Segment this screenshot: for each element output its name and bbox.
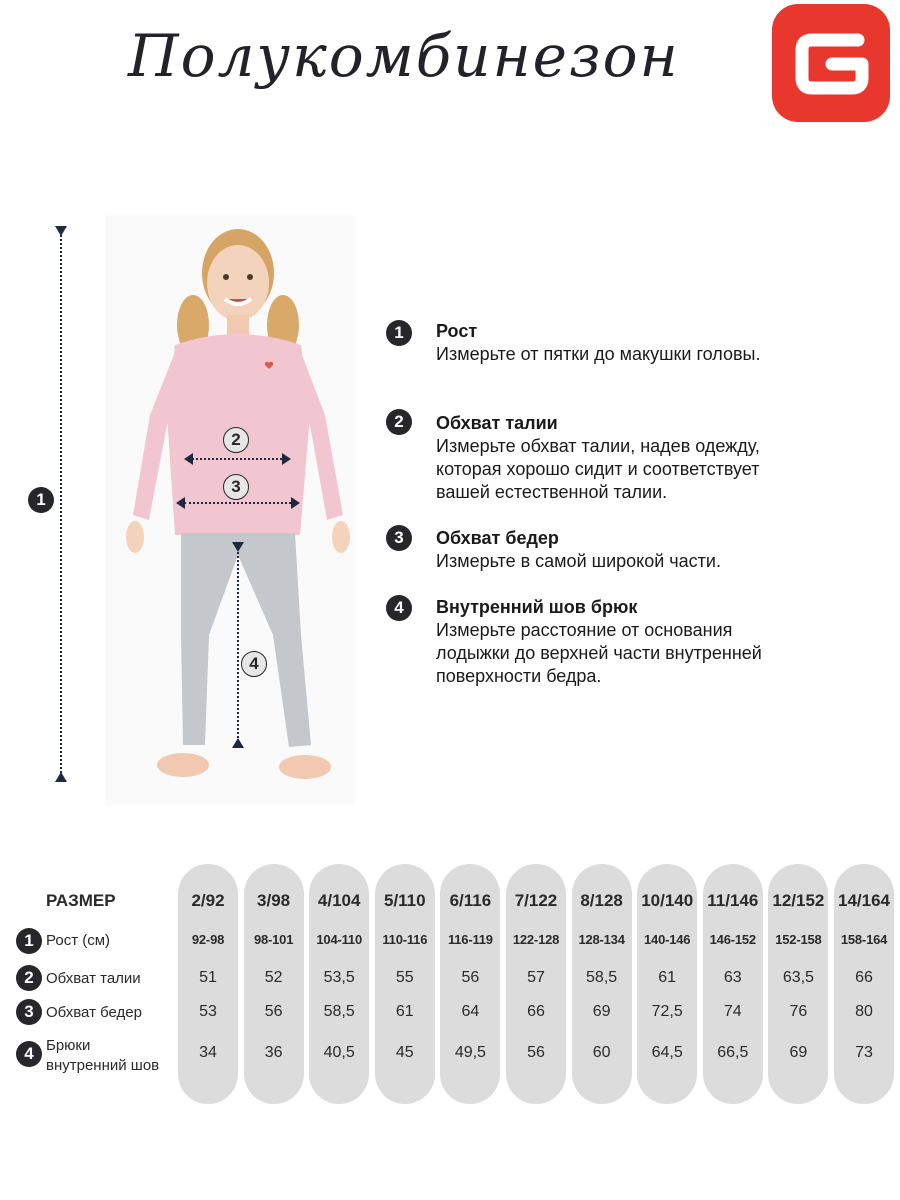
instruction-waist xyxy=(436,412,856,504)
cell-hips: 80 xyxy=(855,1003,873,1020)
cell-size: 10/140 xyxy=(641,891,694,910)
cell-height: 92-98 xyxy=(191,932,225,947)
cell-height: 98-101 xyxy=(253,932,294,947)
cell-height: 128-134 xyxy=(578,932,625,947)
cell-size: 12/152 xyxy=(772,891,825,910)
instruction-heading: Рост xyxy=(436,321,478,341)
waist-badge: 2 xyxy=(223,427,249,453)
cell-hips: 53 xyxy=(199,1003,217,1020)
row-2-badge: 2 xyxy=(16,965,42,991)
waist-line xyxy=(192,458,282,460)
instruction-text: лодыжки до верхней части внутренней xyxy=(436,643,762,663)
cell-hips: 74 xyxy=(723,1003,742,1020)
instruction-height xyxy=(436,320,856,366)
instruction-text: Измерьте обхват талии, надев одежду, xyxy=(436,436,760,456)
row-label-height: Рост (см) xyxy=(46,932,111,949)
cell-size: 7/122 xyxy=(514,891,558,910)
table-header-label: РАЗМЕР xyxy=(46,891,116,910)
child-figure xyxy=(105,215,355,805)
instruction-text: которая хорошо сидит и соответствует xyxy=(436,459,760,479)
inseam-arrow-bottom xyxy=(232,738,244,748)
waist-arrow-right xyxy=(282,453,291,465)
cell-height: 152-158 xyxy=(775,932,822,947)
cell-inseam: 40,5 xyxy=(323,1044,355,1061)
cell-hips: 72,5 xyxy=(651,1003,683,1020)
row-3-badge: 3 xyxy=(16,999,42,1025)
cell-size: 11/146 xyxy=(707,891,759,910)
instruction-1-badge: 1 xyxy=(386,320,412,346)
cell-height: 116-119 xyxy=(447,932,493,947)
cell-waist: 57 xyxy=(527,969,545,986)
cell-height: 158-164 xyxy=(840,932,888,947)
cell-waist: 51 xyxy=(199,969,217,986)
cell-waist: 61 xyxy=(658,969,677,986)
height-badge: 1 xyxy=(28,487,54,513)
cell-inseam: 49,5 xyxy=(454,1044,486,1061)
cell-inseam: 69 xyxy=(789,1044,808,1061)
size-table xyxy=(0,860,900,1110)
cell-inseam: 64,5 xyxy=(651,1044,683,1061)
cell-height: 122-128 xyxy=(512,932,560,947)
child-illustration xyxy=(105,215,355,805)
cell-inseam: 36 xyxy=(264,1044,283,1061)
cell-inseam: 56 xyxy=(527,1044,545,1061)
cell-size: 3/98 xyxy=(257,891,291,910)
cell-hips: 56 xyxy=(264,1003,283,1020)
instruction-text: поверхности бедра. xyxy=(436,666,602,686)
row-4-badge: 4 xyxy=(16,1041,42,1067)
instruction-heading: Обхват талии xyxy=(436,413,558,433)
row-label-inseam-2: внутренний шов xyxy=(46,1057,160,1074)
page-title: Полукомбинезон xyxy=(128,22,680,90)
row-label-hips: Обхват бедер xyxy=(46,1004,142,1021)
instruction-3-badge: 3 xyxy=(386,525,412,551)
cell-inseam: 45 xyxy=(395,1044,414,1061)
cell-hips: 58,5 xyxy=(323,1003,355,1020)
cell-inseam: 34 xyxy=(199,1044,217,1061)
cell-height: 110-116 xyxy=(382,932,428,947)
instruction-4-badge: 4 xyxy=(386,595,412,621)
cell-size: 14/164 xyxy=(838,891,890,910)
instruction-2-badge: 2 xyxy=(386,409,412,435)
instruction-text: Измерьте от пятки до макушки головы. xyxy=(436,344,761,364)
brand-logo-icon xyxy=(772,4,890,122)
cell-waist: 53,5 xyxy=(323,969,355,986)
cell-size: 6/116 xyxy=(449,891,492,910)
cell-waist: 52 xyxy=(264,969,283,986)
inseam-badge: 4 xyxy=(241,651,267,677)
hips-badge: 3 xyxy=(223,474,249,500)
row-1-badge: 1 xyxy=(16,928,42,954)
cell-hips: 64 xyxy=(461,1003,480,1020)
instruction-heading: Обхват бедер xyxy=(436,528,559,548)
cell-hips: 76 xyxy=(789,1003,808,1020)
instruction-inseam xyxy=(436,596,856,688)
cell-waist: 56 xyxy=(461,969,480,986)
cell-height: 140-146 xyxy=(644,932,691,947)
cell-waist: 63,5 xyxy=(782,969,814,986)
instruction-hips xyxy=(436,527,856,573)
cell-size: 2/92 xyxy=(191,891,225,910)
instruction-heading: Внутренний шов брюк xyxy=(436,597,638,617)
instruction-text: Измерьте в самой широкой части. xyxy=(436,551,721,571)
cell-inseam: 60 xyxy=(592,1044,611,1061)
cell-inseam: 73 xyxy=(855,1044,873,1061)
cell-waist: 66 xyxy=(855,969,873,986)
cell-height: 146-152 xyxy=(709,932,756,947)
instruction-text: вашей естественной талии. xyxy=(436,482,668,502)
cell-size: 4/104 xyxy=(317,891,361,910)
cell-hips: 69 xyxy=(592,1003,611,1020)
row-label-inseam: Брюки xyxy=(46,1037,91,1054)
cell-hips: 66 xyxy=(527,1003,545,1020)
cell-waist: 63 xyxy=(723,969,742,986)
cell-inseam: 66,5 xyxy=(717,1044,749,1061)
hips-arrow-right xyxy=(291,497,300,509)
cell-size: 8/128 xyxy=(580,891,623,910)
cell-size: 5/110 xyxy=(383,891,426,910)
inseam-line xyxy=(237,548,239,738)
cell-height: 104-110 xyxy=(316,932,362,947)
cell-hips: 61 xyxy=(395,1003,414,1020)
height-line xyxy=(60,228,62,776)
cell-waist: 58,5 xyxy=(586,969,618,986)
row-label-waist: Обхват талии xyxy=(46,970,141,987)
brand-logo xyxy=(772,4,890,122)
cell-waist: 55 xyxy=(395,969,414,986)
instruction-text: Измерьте расстояние от основания xyxy=(436,620,733,640)
height-arrow-bottom xyxy=(55,772,67,782)
hips-line xyxy=(184,502,291,504)
